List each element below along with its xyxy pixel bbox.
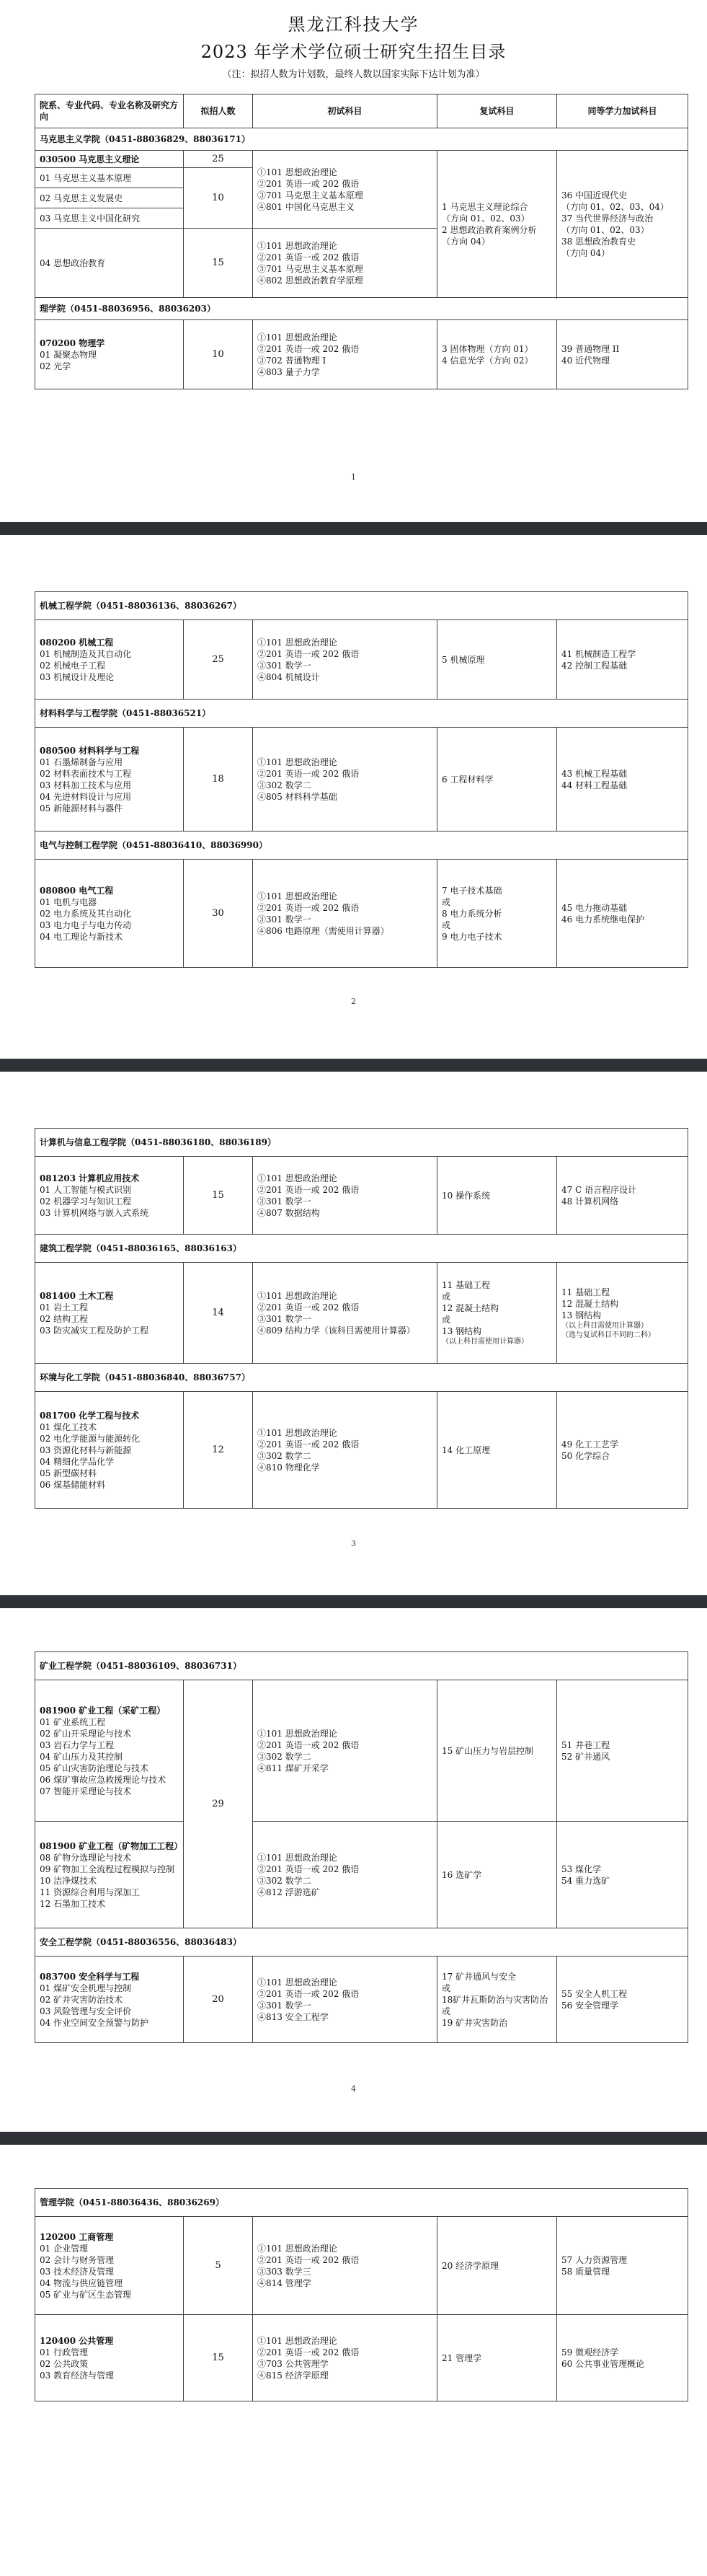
major-name: 030500 马克思主义理论 [35, 151, 184, 168]
retest-subjects: 14 化工原理 [437, 1392, 557, 1509]
table-header [35, 94, 688, 128]
catalog-table-page-4 [35, 1651, 688, 2043]
quota: 12 [184, 1392, 253, 1509]
dept-row: 计算机与信息工程学院（0451-88036180、88036189） [35, 1129, 688, 1157]
quota: 18 [184, 728, 253, 832]
extra-subjects: 36 中国近现代史 （方向 01、02、03、04） 37 当代世界经济与政治 （方向 01、02、03） 38 思想政治教育史 （方向 04） [557, 151, 688, 298]
retest-subjects: 1 马克思主义理论综合 （方向 01、02、03） 2 思想政治教育案例分析 （方向 04） [437, 151, 557, 298]
exam-subjects: ①101 思想政治理论 ②201 英语一或 202 俄语 ③301 数学一 ④807 数据结构 [253, 1157, 437, 1235]
quota: 29 [184, 1680, 253, 1928]
extra-subjects: 55 安全人机工程 56 安全管理学 [557, 1957, 688, 2043]
major-cell: 081900 矿业工程（采矿工程） 01 矿业系统工程 02 矿山开采理论与技术 03 岩石力学与工程 04 矿山压力及其控制 05 矿山灾害防治理论与技术 06 煤矿事故应急救援理论与技术 07 智能开采理论与技术 [35, 1680, 184, 1822]
col-extra: 同等学力加试科目 [557, 94, 688, 128]
col-major: 院系、专业代码、专业名称及研究方向 [35, 94, 184, 128]
retest-subjects: 6 工程材料学 [437, 728, 557, 832]
page-number: 3 [351, 1539, 356, 1548]
quota: 30 [184, 860, 253, 968]
col-exam: 初试科目 [253, 94, 437, 128]
quota: 5 [184, 2217, 253, 2315]
quota: 15 [184, 2315, 253, 2401]
extra-subjects: 49 化工工艺学 50 化学综合 [557, 1392, 688, 1509]
exam-subjects: ①101 思想政治理论 ②201 英语一或 202 俄语 ③301 数学一 ④809 结构力学（该科目需使用计算器） [253, 1263, 437, 1364]
major-cell: 070200 物理学 01 凝聚态物理 02 光学 [35, 320, 184, 389]
quota: 10 [184, 320, 253, 389]
quota: 25 [184, 620, 253, 700]
university-title: 黑龙江科技大学 [288, 14, 419, 35]
major-cell: 080800 电气工程 01 电机与电器 02 电力系统及其自动化 03 电力电子与电力传动 04 电工理论与新技术 [35, 860, 184, 968]
retest-subjects: 11 基础工程 或 12 混凝土结构 或 13 钢结构 （以上科目需使用计算器） [437, 1263, 557, 1364]
dept-row: 管理学院（0451-88036436、88036269） [35, 2189, 688, 2217]
exam-subjects: ①101 思想政治理论 ②201 英语一或 202 俄语 ③301 数学一 ④813 安全工程学 [253, 1957, 437, 2043]
retest-subjects: 15 矿山压力与岩层控制 [437, 1680, 557, 1822]
major-cell: 080500 材料科学与工程 01 石墨烯制备与应用 02 材料表面技术与工程 03 材料加工技术与应用 04 先进材料设计与应用 05 新能源材料与器件 [35, 728, 184, 832]
page-number: 4 [351, 2084, 356, 2094]
catalog-table-page-5 [35, 2188, 688, 2401]
retest-subjects: 10 操作系统 [437, 1157, 557, 1235]
quota: 10 [184, 168, 253, 229]
dept-row: 建筑工程学院（0451-88036165、88036163） [35, 1235, 688, 1263]
exam-subjects: ①101 思想政治理论 ②201 英语一或 202 俄语 ③701 马克思主义基本原理 ④801 中国化马克思主义 [253, 151, 437, 229]
exam-subjects: ①101 思想政治理论 ②201 英语一或 202 俄语 ③301 数学一 ④806 电路原理（需使用计算器） [253, 860, 437, 968]
catalog-title: 2023 年学术学位硕士研究生招生目录 [200, 42, 507, 62]
major-cell: 083700 安全科学与工程 01 煤矿安全机理与控制 02 矿井灾害防治技术 03 风险管理与安全评价 04 作业空间安全预警与防护 [35, 1957, 184, 2043]
extra-subjects: 39 普通物理 II 40 近代物理 [557, 320, 688, 389]
retest-subjects: 17 矿井通风与安全 或 18矿井瓦斯防治与灾害防治 或 19 矿井灾害防治 [437, 1957, 557, 2043]
major-cell: 081203 计算机应用技术 01 人工智能与模式识别 02 机器学习与知识工程 03 计算机网络与嵌入式系统 [35, 1157, 184, 1235]
retest-subjects: 20 经济学原理 [437, 2217, 557, 2315]
dept-row: 矿业工程学院（0451-88036109、88036731） [35, 1652, 688, 1680]
page-divider [0, 1595, 707, 1608]
extra-subjects: 53 煤化学 54 重力选矿 [557, 1822, 688, 1928]
extra-subjects: 41 机械制造工程学 42 控制工程基础 [557, 620, 688, 700]
dept-row: 理学院（0451-88036956、88036203） [35, 298, 688, 320]
page-divider [0, 522, 707, 535]
page-3 [0, 1072, 707, 1595]
extra-subjects: 45 电力拖动基础 46 电力系统继电保护 [557, 860, 688, 968]
direction: 04 思想政治教育 [35, 229, 184, 298]
dept-row: 马克思主义学院（0451-88036829、88036171） [35, 128, 688, 151]
exam-subjects: ①101 思想政治理论 ②201 英语一或 202 俄语 ③302 数学二 ④810 物理化学 [253, 1392, 437, 1509]
major-cell: 081400 土木工程 01 岩土工程 02 结构工程 03 防灾减灾工程及防护工程 [35, 1263, 184, 1364]
quota: 25 [184, 151, 253, 168]
page-2 [0, 535, 707, 1059]
extra-subjects: 11 基础工程 12 混凝土结构 13 钢结构 （以上科目需使用计算器） （选与复试科目不同的二科） [557, 1263, 688, 1364]
major-cell: 080200 机械工程 01 机械制造及其自动化 02 机械电子工程 03 机械设计及理论 [35, 620, 184, 700]
page-number: 2 [351, 997, 356, 1006]
major-cell: 081900 矿业工程（矿物加工工程） 08 矿物分选理论与技术 09 矿物加工全流程过程模拟与控制 10 洁净煤技术 11 资源综合利用与深加工 12 石墨加工技术 [35, 1822, 184, 1928]
dept-row: 电气与控制工程学院（0451-88036410、88036990） [35, 832, 688, 860]
direction: 01 马克思主义基本原理 [35, 168, 184, 188]
col-quota: 拟招人数 [184, 94, 253, 128]
extra-subjects: 51 井巷工程 52 矿井通风 [557, 1680, 688, 1822]
page-divider [0, 1059, 707, 1072]
retest-subjects: 21 管理学 [437, 2315, 557, 2401]
major-cell: 120200 工商管理 01 企业管理 02 会计与财务管理 03 技术经济及管理 04 物流与供应链管理 05 矿业与矿区生态管理 [35, 2217, 184, 2315]
page-5 [0, 2145, 707, 2576]
page-4 [0, 1608, 707, 2132]
extra-subjects: 59 微观经济学 60 公共事业管理概论 [557, 2315, 688, 2401]
quota: 15 [184, 229, 253, 298]
direction: 02 马克思主义发展史 [35, 188, 184, 208]
extra-subjects: 43 机械工程基础 44 材料工程基础 [557, 728, 688, 832]
exam-subjects: ①101 思想政治理论 ②201 英语一或 202 俄语 ③302 数学二 ④811 煤矿开采学 [253, 1680, 437, 1822]
catalog-table-page-1 [35, 94, 688, 389]
exam-subjects: ①101 思想政治理论 ②201 英语一或 202 俄语 ③701 马克思主义基本原理 ④802 思想政治教育学原理 [253, 229, 437, 298]
retest-subjects: 5 机械原理 [437, 620, 557, 700]
quota: 20 [184, 1957, 253, 2043]
exam-subjects: ①101 思想政治理论 ②201 英语一或 202 俄语 ③301 数学一 ④804 机械设计 [253, 620, 437, 700]
dept-row: 机械工程学院（0451-88036136、88036267） [35, 592, 688, 620]
col-retest: 复试科目 [437, 94, 557, 128]
dept-row: 安全工程学院（0451-88036556、88036483） [35, 1928, 688, 1957]
retest-subjects: 16 选矿学 [437, 1822, 557, 1928]
quota: 15 [184, 1157, 253, 1235]
major-cell: 120400 公共管理 01 行政管理 02 公共政策 03 教育经济与管理 [35, 2315, 184, 2401]
dept-row: 环境与化工学院（0451-88036840、88036757） [35, 1364, 688, 1392]
catalog-table-page-3 [35, 1128, 688, 1509]
dept-row: 材料科学与工程学院（0451-88036521） [35, 700, 688, 728]
page-1 [0, 0, 707, 482]
exam-subjects: ①101 思想政治理论 ②201 英语一或 202 俄语 ③302 数学二 ④812 浮游选矿 [253, 1822, 437, 1928]
extra-subjects: 47 C 语言程序设计 48 计算机网络 [557, 1157, 688, 1235]
direction: 03 马克思主义中国化研究 [35, 208, 184, 229]
exam-subjects: ①101 思想政治理论 ②201 英语一或 202 俄语 ③303 数学三 ④814 管理学 [253, 2217, 437, 2315]
page-divider [0, 2132, 707, 2145]
retest-subjects: 3 固体物理（方向 01） 4 信息光学（方向 02） [437, 320, 557, 389]
catalog-table-page-2 [35, 591, 688, 968]
catalog-note: （注：拟招人数为计划数，最终人数以国家实际下达计划为准） [222, 69, 485, 80]
exam-subjects: ①101 思想政治理论 ②201 英语一或 202 俄语 ③702 普通物理 I ④803 量子力学 [253, 320, 437, 389]
exam-subjects: ①101 思想政治理论 ②201 英语一或 202 俄语 ③302 数学二 ④805 材料科学基础 [253, 728, 437, 832]
retest-subjects: 7 电子技术基础 或 8 电力系统分析 或 9 电力电子技术 [437, 860, 557, 968]
quota: 14 [184, 1263, 253, 1364]
page-number: 1 [351, 472, 356, 482]
extra-subjects: 57 人力资源管理 58 质量管理 [557, 2217, 688, 2315]
major-cell: 081700 化学工程与技术 01 煤化工技术 02 电化学能源与能源转化 03 资源化材料与新能源 04 精细化学品化学 05 新型碳材料 06 煤基储能材料 [35, 1392, 184, 1509]
exam-subjects: ①101 思想政治理论 ②201 英语一或 202 俄语 ③703 公共管理学 ④815 经济学原理 [253, 2315, 437, 2401]
